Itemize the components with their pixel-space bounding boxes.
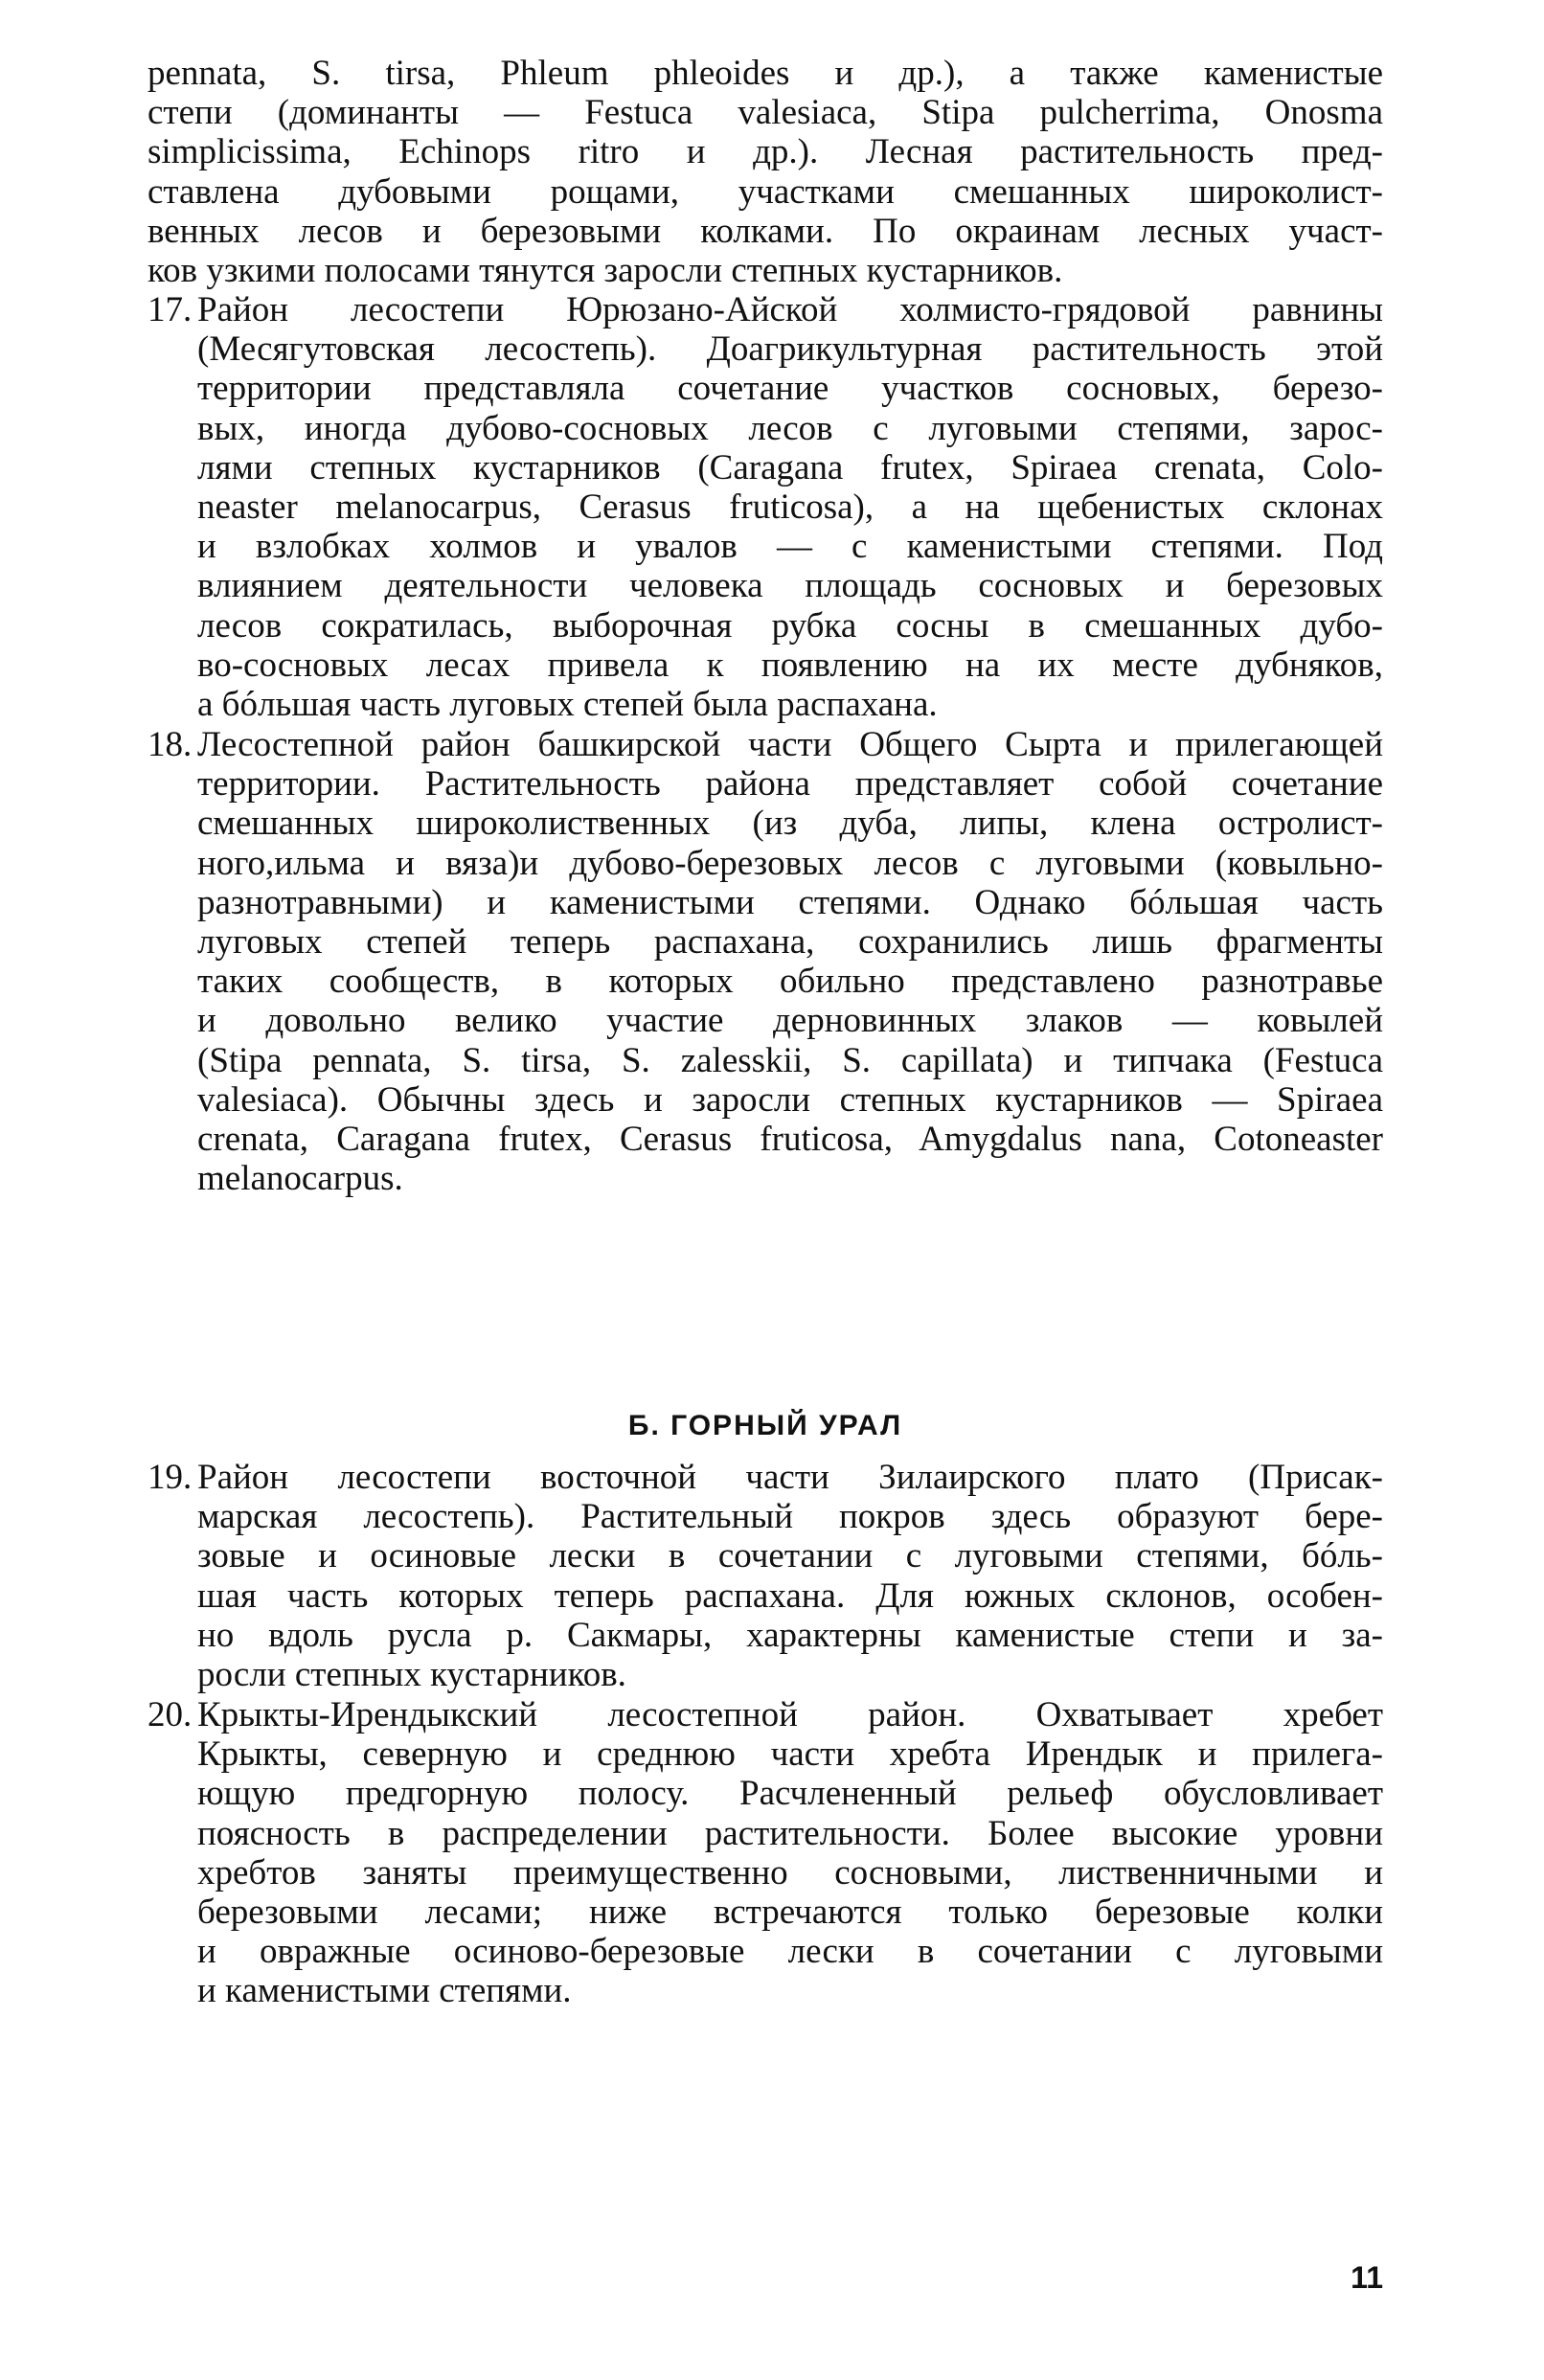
text-line: valesiaca). Обычны здесь и заросли степных кустарников — Spiraea [197, 1079, 1383, 1120]
text-line: simplicissima, Echinops ritro и др.). Лесная растительность пред- [148, 132, 1383, 172]
entry-number: 19. [148, 1458, 193, 1497]
text-line: Район лесостепи восточной части Зилаирского плато (Присак- [197, 1458, 1383, 1497]
text-line: и взлобках холмов и увалов — с каменистыми степями. Под [197, 527, 1383, 567]
text-line: Крыкты, северную и среднюю части хребта Ирендык и прилега- [197, 1734, 1383, 1775]
entry-body [197, 725, 1383, 1198]
text-line: луговых степей теперь распахана, сохранились лишь фрагменты [197, 922, 1383, 963]
entry-18 [148, 725, 1383, 1198]
entry-17 [148, 290, 1383, 724]
entry-20 [148, 1695, 1383, 2011]
text-line: смешанных широколиственных (из дуба, липы, клена остролист- [197, 804, 1383, 844]
text-line: влиянием деятельности человека площадь сосновых и березовых [197, 566, 1383, 606]
text-line: (Месягутовская лесостепь). Доагрикультурная растительность этой [197, 329, 1383, 370]
text-line: ющую предгорную полосу. Расчлененный рельеф обусловливает [197, 1774, 1383, 1814]
text-line: и овражные осиново-березовые лески в сочетании с луговыми [197, 1932, 1383, 1972]
text-line: ков узкими полосами тянутся заросли степных кустарников. [148, 251, 1063, 291]
entry-number: 17. [148, 290, 193, 329]
text-line: neaster melanocarpus, Cerasus fruticosa), а на щебенистых склонах [197, 487, 1383, 528]
page-number: 11 [1351, 2260, 1383, 2295]
text-line: ставлена дубовыми рощами, участками смешанных широколист- [148, 171, 1383, 212]
text-line: Район лесостепи Юрюзано-Айской холмисто-грядовой равнины [197, 290, 1383, 329]
text-line: таких сообществ, в которых обильно представлено разнотравье [197, 962, 1383, 1002]
entry-body [197, 290, 1383, 724]
text-line: и каменистыми степями. [197, 1971, 572, 2011]
entry-body [197, 1695, 1383, 2011]
text-line: (Stipa pennata, S. tirsa, S. zalesskii, S. capillata) и типчака (Festuca [197, 1040, 1383, 1080]
text-line: зовые и осиновые лески в сочетании с луговыми степями, бóль- [197, 1536, 1383, 1576]
text-line: венных лесов и березовыми колками. По окраинам лесных участ- [148, 211, 1383, 251]
text-line: росли степных кустарников. [197, 1655, 626, 1695]
entry-19 [148, 1458, 1383, 1694]
intro-paragraph [148, 54, 1383, 290]
entry-number: 20. [148, 1695, 193, 1734]
text-line: хребтов заняты преимущественно сосновыми, лиственничными и [197, 1852, 1383, 1893]
text-line: разнотравными) и каменистыми степями. Однако бóльшая часть [197, 882, 1383, 922]
text-line: и довольно велико участие дерновинных злаков — ковылей [197, 1001, 1383, 1041]
entry-number: 18. [148, 725, 193, 764]
text-line: crenata, Caragana frutex, Cerasus fruticosa, Amygdalus nana, Cotoneaster [197, 1120, 1383, 1160]
text-line: степи (доминанты — Festuca valesiaca, Stipa pulcherrima, Onosma [148, 93, 1383, 133]
text-line: лесов сократилась, выборочная рубка сосны в смешанных дубо- [197, 605, 1383, 646]
text-line: лями степных кустарников (Caragana frutex, Spiraea crenata, Colo- [197, 447, 1383, 487]
section-heading: Б. ГОРНЫЙ УРАЛ [627, 1410, 903, 1441]
text-line: melanocarpus. [197, 1159, 403, 1199]
text-line: ного,ильма и вяза)и дубово-березовых лесов с луговыми (ковыльно- [197, 843, 1383, 883]
text-line: но вдоль русла р. Сакмары, характерны каменистые степи и за- [197, 1615, 1383, 1655]
text-line: pennata, S. tirsa, Phleum phleoides и др.), а также каменистые [148, 54, 1383, 93]
text-line: поясность в распределении растительности. Более высокие уровни [197, 1813, 1383, 1853]
text-line: Лесостепной район башкирской части Общего Сырта и прилегающей [197, 725, 1383, 764]
text-line: территории. Растительность района представляет собой сочетание [197, 764, 1383, 805]
text-line: марская лесостепь). Растительный покров здесь образуют бере- [197, 1497, 1383, 1537]
text-line: шая часть которых теперь распахана. Для южных склонов, особен- [197, 1575, 1383, 1616]
text-line: во-сосновых лесах привела к появлению на их месте дубняков, [197, 645, 1383, 685]
entry-body [197, 1458, 1383, 1694]
text-line: вых, иногда дубово-сосновых лесов с луговыми степями, зарос- [197, 408, 1383, 448]
text-line: а бóльшая часть луговых степей была распахана. [197, 685, 938, 725]
text-line: березовыми лесами; ниже встречаются только березовые колки [197, 1893, 1383, 1933]
text-line: территории представляла сочетание участков сосновых, березо- [197, 369, 1383, 409]
text-line: Крыкты-Ирендыкский лесостепной район. Охватывает хребет [197, 1695, 1383, 1734]
